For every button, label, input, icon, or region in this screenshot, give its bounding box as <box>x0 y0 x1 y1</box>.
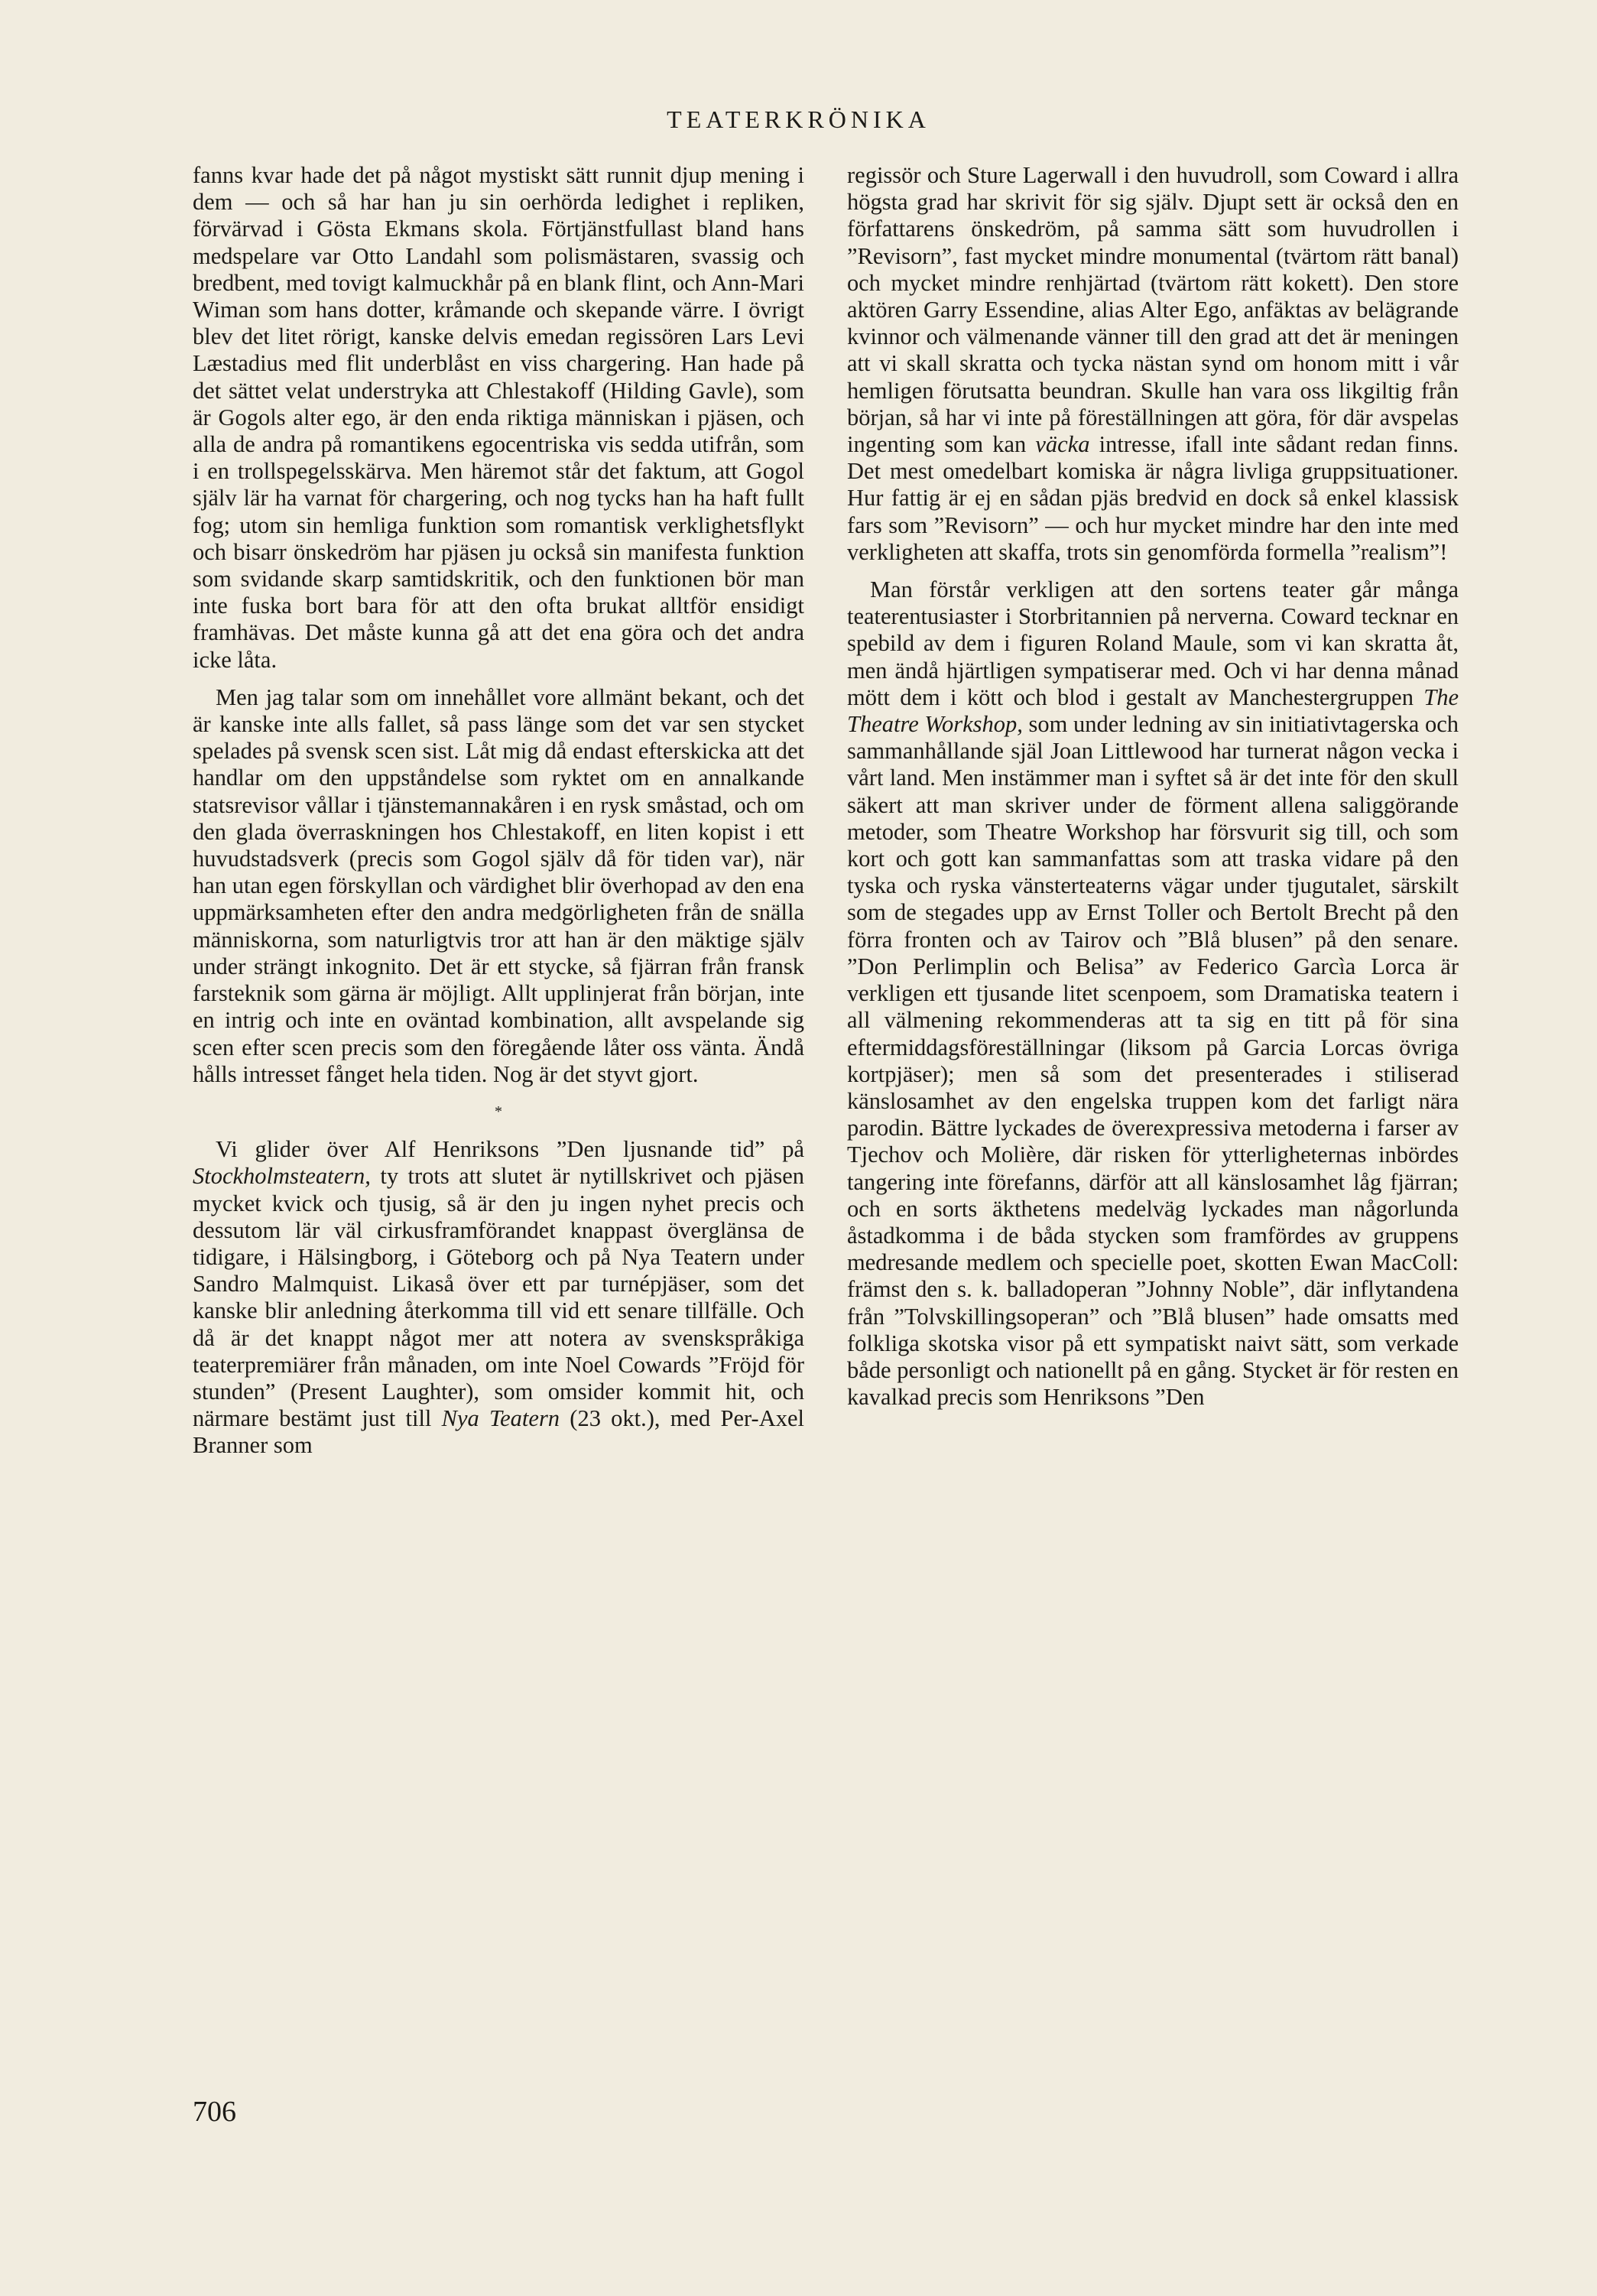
right-column <box>847 162 1459 1411</box>
left-paragraph-1: fanns kvar hade det på något mystiskt sätt runnit djup mening i dem — och så har han ju sin oerhörda ledighet i repliken, förvärvad i Gösta Ekmans skola. Förtjänstfullast bland hans medspelare var Otto Landahl som polismästaren, svassig och bredbent, med tovigt kalmuckhår på en blank flint, och Ann-Mari Wiman som hans dotter, kråmande och skepande värre. I övrigt blev det litet rörigt, kanske delvis emedan regissören Lars Levi Læstadius med flit underblåst en viss chargering. Han hade på det sättet velat understryka att Chlestakoff (Hilding Gavle), som är Gogols alter ego, är den enda riktiga människan i pjäsen, och alla de andra på romantikens egocentriska vis sedda utifrån, som i en trollspegelsskärva. Men häremot står det faktum, att Gogol själv lär ha varnat för chargering, och nog tycks han ha haft fullt fog; utom sin hemliga funktion som romantisk verklighetsflykt och bisarr önskedröm har pjäsen ju också sin manifesta funktion som svidande skarp samtidskritik, och den funktionen bör man inte fuska bort bara för att den ofta brukat alltför ensidigt framhävas. Det måste kunna gå att det ena göra och det andra icke låta. <box>193 162 804 673</box>
left-paragraph-3-text-c: (23 okt.), med Per-Axel Branner som <box>193 1405 804 1459</box>
theatre-name-theatre-workshop: The Theatre Workshop, <box>847 684 1459 738</box>
left-paragraph-3-text-b: ty trots att slutet är nytillskrivet och pjäsen mycket kvick och tjusig, så är den ju ingen nyhet precis och dessutom lär väl cirkusframförandet knappast överglänsa de tidigare, i Hälsingborg, i Göteborg och på Nya Teatern under Sandro Malmquist. Likaså över ett par turnépjäser, som det kanske blir anledning återkomma till vid ett senare tillfälle. Och då är det knappt något mer att notera av svenskspråkiga teaterpremiärer från månaden, om inte Noel Cowards ”Fröjd för stunden” (Present Laughter), som omsider kommit hit, och närmare bestämt just till <box>193 1163 804 1432</box>
theatre-name-stockholmsteatern: Stockholmsteatern, <box>193 1163 371 1190</box>
section-separator: * <box>495 1103 502 1120</box>
right-paragraph-2 <box>847 576 1459 1411</box>
left-paragraph-2: Men jag talar som om innehållet vore allmänt bekant, och det är kanske inte alls fallet, så pass länge som det var sen stycket spelades på svensk scen sist. Låt mig då endast efterskicka att det handlar om den uppståndelse som ryktet om en annalkande statsrevisor vållar i tjänstemannakåren i en rysk småstad, och om den glada överraskningen hos Chlestakoff, en liten kopist i ett huvudstadsverk (precis som Gogol själv då för tiden var), när han utan egen förskyllan och värdighet blir överhopad av den ena uppmärksamheten efter den andra medgörligheten från de snälla människorna, som naturligtvis tror att han är den mäktige själv under strängt inkognito. Det är ett stycke, så fjärran från fransk farsteknik som gärna är möjligt. Allt upplinjerat från början, inte en intrig och inte en oväntad kombination, allt avspelande sig scen efter scen precis som den föregående låter oss vänta. Ändå hålls intresset fånget hela tiden. Nog är det styvt gjort. <box>193 684 804 1087</box>
left-column <box>193 162 804 1460</box>
right-paragraph-2-text-a: Man förstår verkligen att den sortens teater går många teaterentusiaster i Storbritannien på nerverna. Coward tecknar en spebild av dem i figuren Roland Maule, som vi kan skratta åt, men ändå hjärtligen sympatiserar med. Och vi har denna månad mött dem i kött och blod i gestalt av Manchestergruppen <box>847 576 1459 710</box>
left-paragraph-3 <box>193 1136 804 1459</box>
right-paragraph-1-text-a: regissör och Sture Lagerwall i den huvudroll, som Coward i allra högsta grad har skrivit för sig själv. Djupt sett är också den en författarens önskedröm, på samma sätt som huvudrollen i ”Revisorn”, fast mycket mindre monumental (tvärtom rätt banal) och mycket mindre renhjärtad (tvärtom rätt kokett). Den store aktören Garry Essendine, alias Alter Ego, anfäktas av belägrande kvinnor och välmenande vänner till den grad att det är meningen att vi skall skratta och tycka nästan synd om honom mitt i vår hemligen förutsatta beundran. Skulle han vara oss likgiltig från början, så har vi inte på föreställningen att göra, för där avspelas ingenting som kan <box>847 162 1459 458</box>
left-paragraph-3-text-a: Vi glider över Alf Henriksons ”Den ljusnande tid” på <box>216 1136 804 1163</box>
emphasis-vacka: väcka <box>1035 431 1090 458</box>
right-paragraph-1-text-b: intresse, ifall inte sådant redan finns. Det mest omedelbart komiska är några livliga gruppsituationer. Hur fattig är ej en sådan pjäs bredvid en dock så enkel klassisk fars som ”Revisorn” — och hur mycket mindre har den inte med verkligheten att skaffa, trots sin genomförda formella ”realism”! <box>847 431 1459 565</box>
right-paragraph-1 <box>847 162 1459 566</box>
running-head: TEATERKRÖNIKA <box>667 106 930 133</box>
page-number: 706 <box>193 2096 236 2128</box>
right-paragraph-2-text-b: som under ledning av sin initiativtagerska och sammanhållande själ Joan Littlewood har turnerat någon vecka i vårt land. Men instämmer man i syftet så är det inte för den skull säkert att man skriver under de förment allena saliggörande metoder, som Theatre Workshop har försvurit sig till, och som kort och gott kan sammanfattas som att traska vidare på den tyska och ryska vänsterteaterns vägar under tjugutalet, särskilt som de stegades upp av Ernst Toller och Bertolt Brecht på den förra fronten och av Tairov och ”Blå blusen” på den senare. ”Don Perlimplin och Belisa” av Federico Garcìa Lorca är verkligen ett tjusande litet scenpoem, som Dramatiska teatern i all välmening rekommenderas att ta sig en titt på för sina eftermiddagsföreställningar (liksom på Garcia Lorcas övriga kortpjäser); men så som det presenterades i stiliserad känslosamhet av den engelska truppen kom det farligt nära parodin. Bättre lyckades de överexpressiva metoderna i farser av Tjechov och Molière, där risken för ytterligheternas inbördes tangering inte förefanns, därför att all känslosamhet låg fjärran; och en sorts äkthetens medelväg lyckades man någorlunda åstadkomma i de båda stycken som framfördes av gruppens medresande medlem och specielle poet, skotten Ewan MacColl: främst den s. k. balladoperan ”Johnny Noble”, där inflytandena från ”Tolvskillingsoperan” och ”Blå blusen” hade omsatts med folkliga skotska visor på ett sympatiskt naivt sätt, som verkade både personligt och nationellt på en gång. Stycket är för resten en kavalkad precis som Henriksons ”Den <box>847 711 1459 1411</box>
theatre-name-nya-teatern: Nya Teatern <box>441 1405 560 1432</box>
